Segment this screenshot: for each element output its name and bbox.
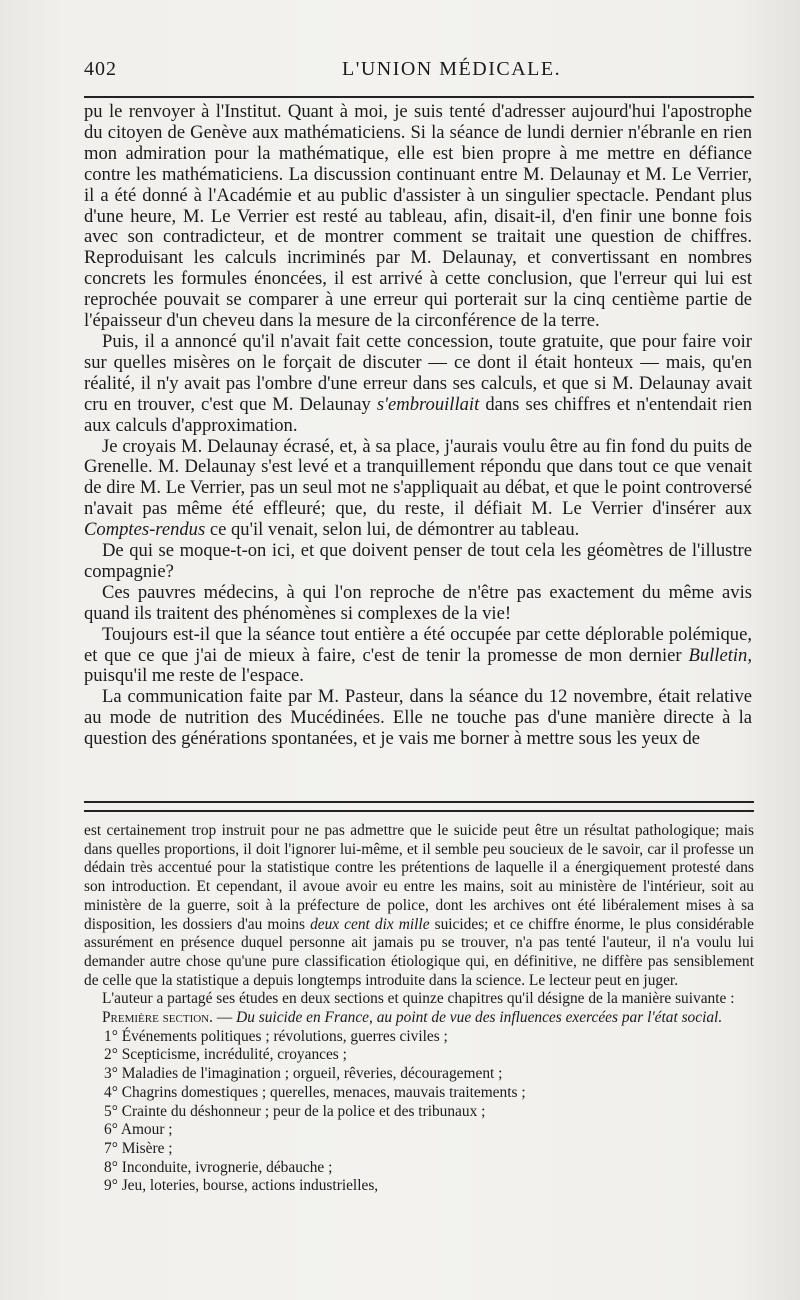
list-item: 7° Misère ;	[104, 1139, 173, 1157]
list-item: 6° Amour ;	[104, 1121, 173, 1139]
list-item: 5° Crainte du déshonneur ; peur de la police et des tribunaux ;	[104, 1102, 486, 1120]
section-title: Du suicide en France, au point de vue des influences exercées par l'état social.	[236, 1009, 723, 1027]
italic-text: s'embrouillait	[376, 393, 480, 415]
paragraph: pu le renvoyer à l'Institut. Quant à moi, je suis tenté d'adresser aujourd'hui l'apostrophe du citoyen de Genève aux mathématiciens. Si la séance de lundi dernier n'ébranle en rien mon admiration pour la mathématique, elle est bien propre à me mettre en défiance contre les mathématiciens. La discussion continuant entre M. Delaunay et M. Le Verrier, il a été donné à l'Académie et au public d'assister à un singulier spectacle. Pendant plus d'une heure, M. Le Verrier est resté au tableau, afin, disait-il, d'en finir une bonne fois avec son contradicteur, et de montrer comment se traitait une question de chiffres. Reproduisant les calculs incriminés par M. Delaunay, et convertissant en nombres concrets les formules énoncées, il est arrivé à cette conclusion, que l'erreur qui lui est reprochée pouvait se comparer à une erreur qui porterait sur la cinq centième partie de l'épaisseur d'un cheveu dans la mesure de la circonférence de la terre.	[84, 101, 752, 332]
header-rule	[84, 96, 754, 98]
list-item: 2° Scepticisme, incrédulité, croyances ;	[104, 1046, 347, 1064]
list-item: 8° Inconduite, ivrognerie, débauche ;	[104, 1158, 333, 1176]
feuilleton-text	[84, 822, 754, 1196]
section-heading: Première section. — Du suicide en France, au point de vue des influences exercées par l'état social.	[102, 1009, 723, 1027]
list-item: 9° Jeu, loteries, bourse, actions industrielles,	[104, 1177, 379, 1195]
running-title: L'UNION MÉDICALE.	[342, 58, 562, 80]
chapter-list	[84, 1028, 754, 1196]
paragraph: Ces pauvres médecins, à qui l'on reproche de n'être pas exactement du même avis quand ils traitent des phénomènes si complexes de la vie!	[84, 581, 752, 624]
italic-text: deux cent dix mille	[310, 915, 430, 933]
paragraph: Puis, il a annoncé qu'il n'avait fait cette concession, toute gratuite, que pour faire voir sur quelles misères on le forçait de discuter — ce dont il était honteux — mais, qu'en réalité, il n'y avait pas l'ombre d'une erreur dans ses calculs, et que si M. Delaunay avait cru en trouver, c'est que M. Delaunay s'embrouillait dans ses chiffres et n'entendait rien aux calculs d'approximation.	[84, 330, 752, 436]
paragraph: est certainement trop instruit pour ne pas admettre que le suicide peut être un résultat pathologique; mais dans quelles proportions, il doit l'ignorer lui-même, et il semble peu soucieux de le savoir, car il professe un dédain très accentué pour la statistique contre les prétentions de laquelle il a énergiquement protesté dans son introduction. Et cependant, il avoue avoir eu entre les mains, soit au ministère de l'intérieur, soit au ministère de la guerre, soit à la préfecture de police, dont les archives ont été libéralement mises à sa disposition, les dossiers d'au moins deux cent dix mille suicides; et ce chiffre énorme, le plus considérable assurément en présence duquel personne ait jamais pu se trouver, n'a pas tenté l'auteur, il n'a voulu lui demander autre chose qu'une pure classification étiologique qui, en définitive, ne diffère pas sensiblement de celle que la statistique a depuis longtemps introduite dans la science. Le lecteur peut en juger.	[84, 822, 754, 989]
page-number: 402	[84, 58, 117, 80]
paragraph: Toujours est-il que la séance tout entière a été occupée par cette déplorable polémique, et que ce que j'ai de mieux à faire, c'est de tenir la promesse de mon dernier Bulletin, puisqu'il me reste de l'espace.	[84, 623, 752, 687]
section-label: Première section.	[102, 1009, 213, 1027]
main-text	[84, 102, 752, 750]
list-item: 1° Événements politiques ; révolutions, guerres civiles ;	[104, 1027, 448, 1045]
list-item: 4° Chagrins domestiques ; querelles, menaces, mauvais traitements ;	[104, 1083, 526, 1101]
list-item: 3° Maladies de l'imagination ; orgueil, rêveries, découragement ;	[104, 1065, 503, 1083]
paragraph: Je croyais M. Delaunay écrasé, et, à sa place, j'aurais voulu être au fin fond du puits de Grenelle. M. Delaunay s'est levé et a tranquillement répondu que dans tout ce que venait de dire M. Le Verrier, pas un seul mot ne s'appliquait au débat, et que le point controversé n'avait pas même été effleuré; que, du reste, il défiait M. Le Verrier d'insérer aux Comptes-rendus ce qu'il venait, selon lui, de démontrer au tableau.	[84, 435, 752, 541]
paragraph: La communication faite par M. Pasteur, dans la séance du 12 novembre, était relative au mode de nutrition des Mucédinées. Elle ne touche pas d'une manière directe à la question des générations spontanées, et je vais me borner à mettre sous les yeux de	[84, 686, 752, 750]
paragraph: L'auteur a partagé ses études en deux sections et quinze chapitres qu'il désigne de la manière suivante :	[102, 990, 735, 1008]
italic-text: Comptes-rendus	[84, 519, 206, 541]
section-double-rule	[84, 801, 754, 812]
paragraph: De qui se moque-t-on ici, et que doivent penser de tout cela les géomètres de l'illustre compagnie?	[84, 540, 752, 582]
italic-text: Bulletin,	[688, 644, 752, 666]
page-header	[84, 58, 752, 88]
